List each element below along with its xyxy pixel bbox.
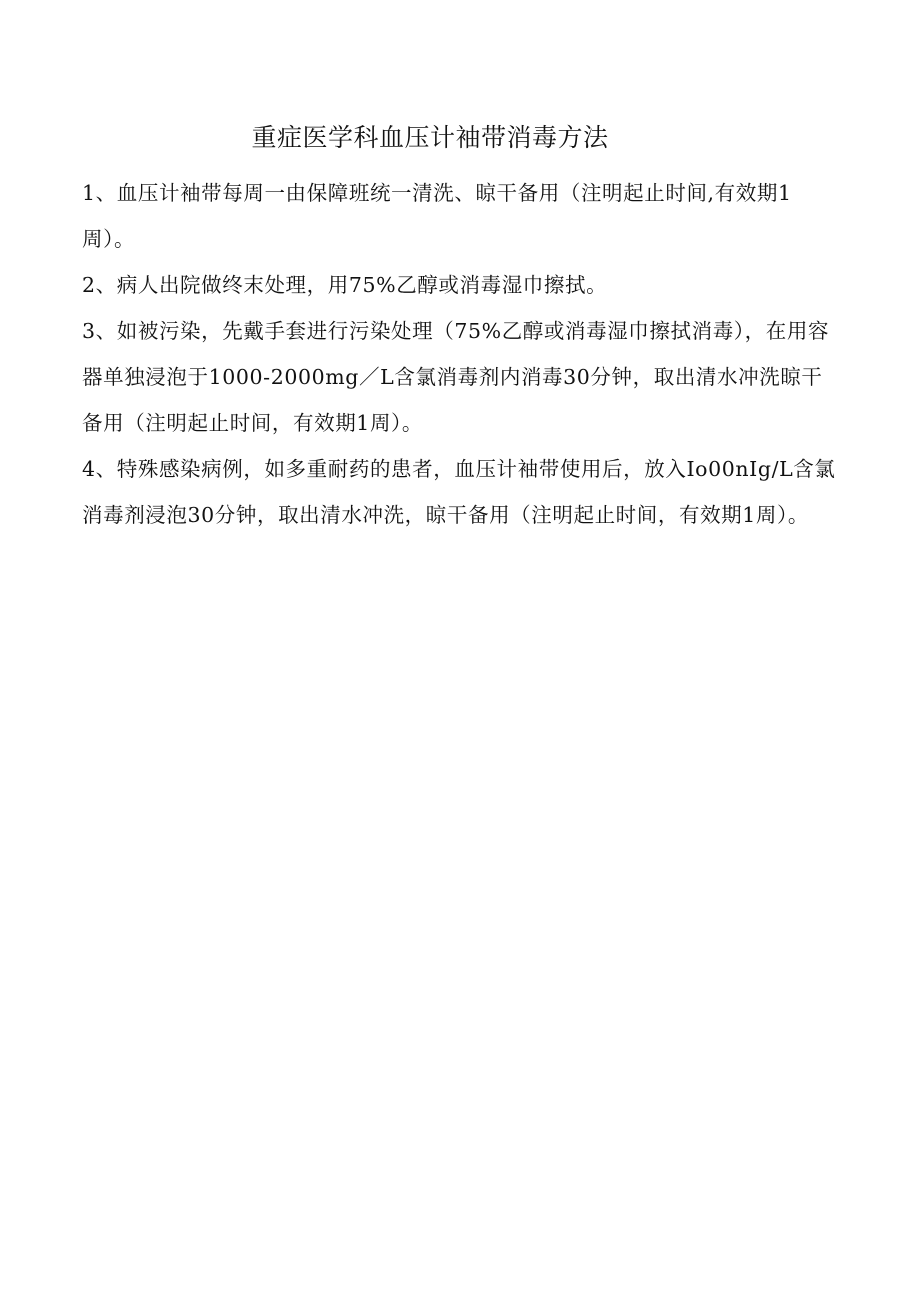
paragraph-1: 1、血压计袖带每周一由保障班统一清洗、晾干备用（注明起止时间,有效期1周）。 (82, 181, 792, 251)
document-body (82, 170, 842, 538)
document-title: 重症医学科血压计袖带消毒方法 (251, 123, 609, 152)
paragraph-4: 4、特殊感染病例，如多重耐药的患者，血压计袖带使用后，放入Io00nIg/L含氯消毒剂浸泡30分钟，取出清水冲洗，晾干备用（注明起止时间，有效期1周）。 (82, 457, 836, 527)
paragraph-3: 3、如被污染，先戴手套进行污染处理（75%乙醇或消毒湿巾擦拭消毒），在用容器单独浸泡于1000-2000mg／L含氯消毒剂内消毒30分钟，取出清水冲洗晾干备用（注明起止时间，有效期1周）。 (82, 319, 830, 435)
paragraph-2: 2、病人出院做终末处理，用75%乙醇或消毒湿巾擦拭。 (82, 273, 608, 297)
